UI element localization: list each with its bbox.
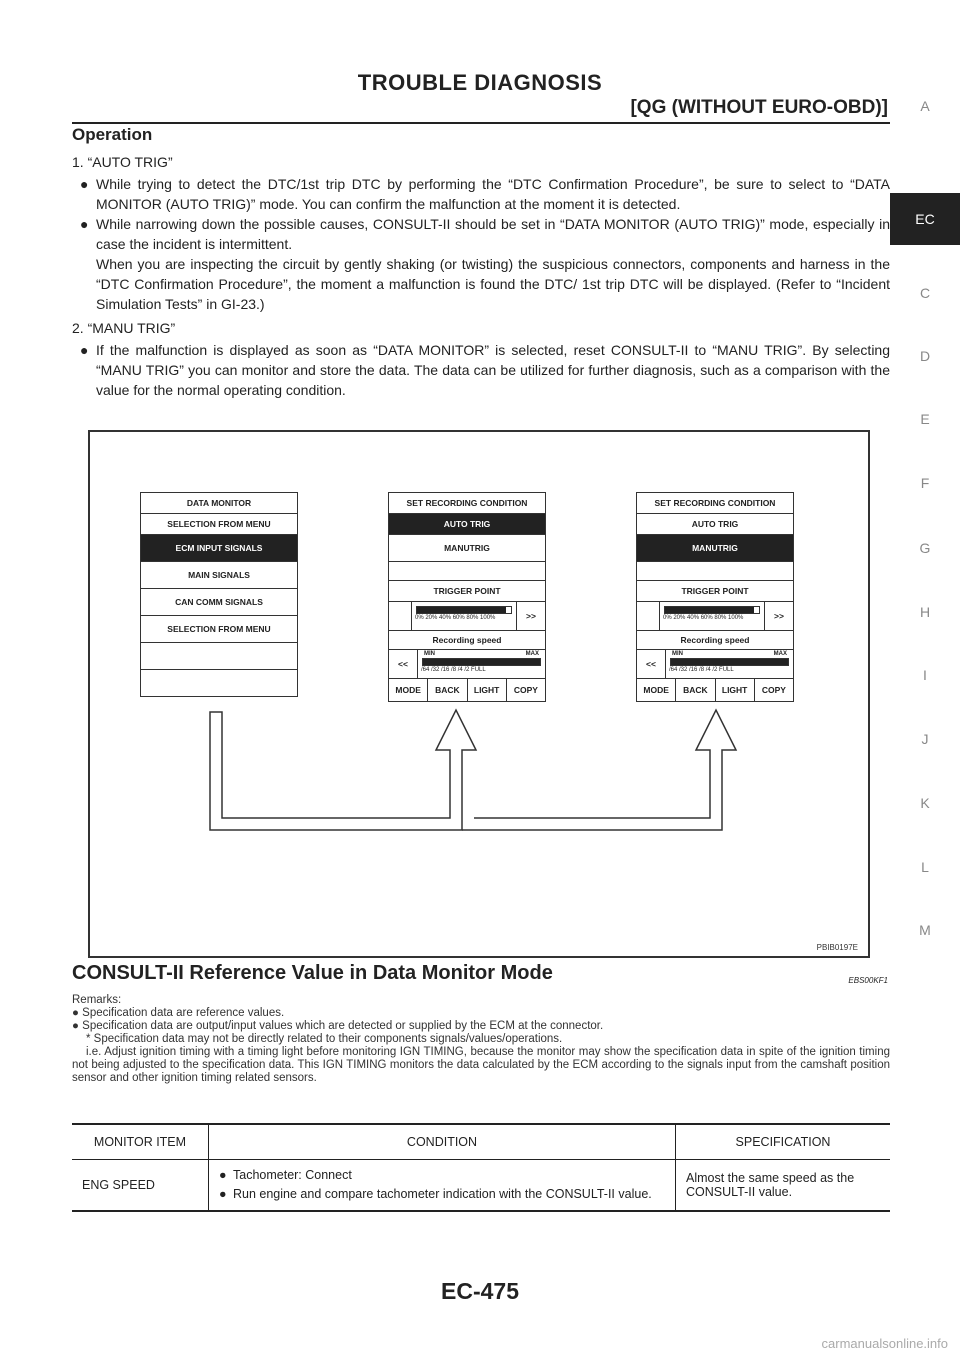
- copy-button[interactable]: COPY: [513, 685, 538, 695]
- menu-item[interactable]: SELECTION FROM MENU: [141, 616, 297, 643]
- section-tab-e[interactable]: E: [920, 411, 930, 427]
- trigger-point-label: TRIGGER POINT: [389, 581, 545, 602]
- next-button[interactable]: >>: [526, 611, 536, 621]
- section-tab-a[interactable]: A: [920, 98, 930, 114]
- auto-trig-option[interactable]: AUTO TRIG: [637, 514, 793, 535]
- remark-item: i.e. Adjust ignition timing with a timing light before monitoring IGN TIMING, because the monitor may show the specification data in spite of the ignition timing not being adjusted to the specification data. This IGN TIMING monitors the data calculated by the ECM according to the signals input from the camshaft position sensor and other ignition timing related sensors.: [72, 1046, 890, 1084]
- trigger-scale: 0% 20% 40% 60% 80% 100%: [663, 615, 744, 621]
- trigger-scale: 0% 20% 40% 60% 80% 100%: [415, 615, 496, 621]
- section-tab-j[interactable]: J: [921, 731, 929, 747]
- max-label: MAX: [773, 651, 787, 657]
- remarks-title: Remarks:: [72, 994, 122, 1006]
- prev-button[interactable]: <<: [389, 650, 418, 678]
- header-rule: [72, 122, 890, 124]
- bullet-icon: ●: [72, 1020, 83, 1032]
- speed-scale: /64 /32 /16 /8 /4 /2 FULL: [669, 667, 734, 673]
- bullet-icon: ●: [219, 1168, 227, 1182]
- operation-body: [72, 152, 890, 400]
- recording-speed-label: Recording speed: [389, 631, 545, 650]
- bullet-icon: ●: [80, 342, 89, 358]
- reference-table: [72, 1123, 890, 1212]
- operation-heading: Operation: [72, 125, 153, 144]
- manu-trig-option[interactable]: MANUTRIG: [637, 535, 793, 562]
- menu-item[interactable]: SELECTION FROM MENU: [141, 514, 297, 535]
- item-auto-trig: 1. “AUTO TRIG”: [72, 154, 173, 170]
- remark-item: ● Specification data are reference values.: [72, 1007, 285, 1019]
- section-tab-ec[interactable]: EC: [890, 193, 960, 245]
- trigger-point-label: TRIGGER POINT: [637, 581, 793, 602]
- manu-trig-option[interactable]: MANUTRIG: [389, 535, 545, 562]
- reference-code: EBS00KF1: [848, 976, 888, 985]
- section-tab-c[interactable]: C: [919, 285, 931, 301]
- consult-screen-figure: [88, 430, 870, 958]
- section-tab-m[interactable]: M: [919, 922, 931, 938]
- bullet-icon: ●: [80, 176, 89, 192]
- section-tab-k[interactable]: K: [920, 795, 930, 811]
- panel-title: SET RECORDING CONDITION: [637, 493, 793, 514]
- page-subtitle: [QG (WITHOUT EURO-OBD)]: [630, 97, 888, 118]
- bullet-icon: ●: [72, 1007, 83, 1019]
- bullet-icon: ●: [80, 216, 89, 232]
- back-button[interactable]: BACK: [428, 679, 467, 701]
- page-number: EC-475: [441, 1278, 519, 1304]
- menu-item-selected[interactable]: ECM INPUT SIGNALS: [141, 535, 297, 562]
- auto-trig-option[interactable]: AUTO TRIG: [389, 514, 545, 535]
- table-row: [72, 1160, 890, 1212]
- arrow-to-manu-trig-icon: [462, 710, 736, 830]
- back-button[interactable]: BACK: [676, 679, 715, 701]
- next-button[interactable]: >>: [774, 611, 784, 621]
- section-tab-g[interactable]: G: [919, 540, 931, 556]
- item-manu-trig: 2. “MANU TRIG”: [72, 320, 176, 336]
- monitor-item-cell: ENG SPEED: [72, 1160, 209, 1212]
- remarks: [72, 994, 890, 1085]
- copy-button[interactable]: COPY: [761, 685, 786, 695]
- max-label: MAX: [525, 651, 539, 657]
- light-button[interactable]: LIGHT: [468, 679, 507, 701]
- prev-button[interactable]: <<: [637, 650, 666, 678]
- figure-label: PBIB0197E: [816, 943, 858, 952]
- arrow-to-auto-trig-icon: [210, 710, 476, 830]
- page-title: TROUBLE DIAGNOSIS: [357, 70, 603, 95]
- condition-cell: ● Tachometer: Connect ● Run engine and compare tachometer indication with the CONSULT-II value.: [209, 1160, 676, 1212]
- flow-arrows: [90, 432, 868, 956]
- section-tab-i[interactable]: I: [923, 667, 927, 683]
- panel-title: SET RECORDING CONDITION: [389, 493, 545, 514]
- list-item: ● If the malfunction is displayed as soon as “DATA MONITOR” is selected, reset CONSULT-II to “MANU TRIG”. By selecting “MANU TRIG” you can monitor and store the data. The data can be utilized for further diagnosis, such as a comparison with the value for the normal operating condition.: [80, 342, 890, 398]
- column-header: SPECIFICATION: [676, 1124, 891, 1160]
- remark-item: ● Specification data are output/input values which are detected or supplied by the ECM at the connector.: [72, 1020, 604, 1032]
- min-label: MIN: [672, 651, 683, 657]
- menu-item[interactable]: MAIN SIGNALS: [141, 562, 297, 589]
- list-item: ● While narrowing down the possible causes, CONSULT-II should be set in “DATA MONITOR (AUTO TRIG)” mode, especially in case the incident is intermittent. When you are inspecting the circuit by gently shaking (or twisting) the suspicious connectors, components and harness in the “DTC Confirmation Procedure”, the moment a malfunction is found the DTC/ 1st trip DTC will be displayed. (Refer to “Incident Simulation Tests” in GI-23.): [80, 216, 890, 312]
- mode-button[interactable]: MODE: [389, 679, 428, 701]
- panel-title: DATA MONITOR: [141, 493, 297, 514]
- table-header-row: [72, 1124, 890, 1160]
- list-item: ● While trying to detect the DTC/1st trip DTC by performing the “DTC Confirmation Procedure”, be sure to select to “DATA MONITOR (AUTO TRIG)” mode. You can confirm the malfunction at the moment it is detected.: [80, 176, 890, 212]
- light-button[interactable]: LIGHT: [716, 679, 755, 701]
- menu-item[interactable]: CAN COMM SIGNALS: [141, 589, 297, 616]
- recording-speed-label: Recording speed: [637, 631, 793, 650]
- section-tab-h[interactable]: H: [919, 604, 931, 620]
- remark-item: * Specification data may not be directly related to their components signals/values/operations.: [86, 1033, 563, 1045]
- min-label: MIN: [424, 651, 435, 657]
- bullet-icon: ●: [219, 1187, 227, 1201]
- watermark: carmanualsonline.info: [821, 1336, 948, 1351]
- specification-cell: Almost the same speed as the CONSULT-II value.: [676, 1160, 891, 1212]
- section-tab-l[interactable]: L: [921, 859, 929, 875]
- speed-scale: /64 /32 /16 /8 /4 /2 FULL: [421, 667, 486, 673]
- reference-heading: CONSULT-II Reference Value in Data Monitor Mode: [72, 962, 553, 984]
- column-header: CONDITION: [209, 1124, 676, 1160]
- mode-button[interactable]: MODE: [637, 679, 676, 701]
- section-tab-f[interactable]: F: [920, 475, 930, 491]
- column-header: MONITOR ITEM: [72, 1124, 209, 1160]
- section-tab-d[interactable]: D: [919, 348, 931, 364]
